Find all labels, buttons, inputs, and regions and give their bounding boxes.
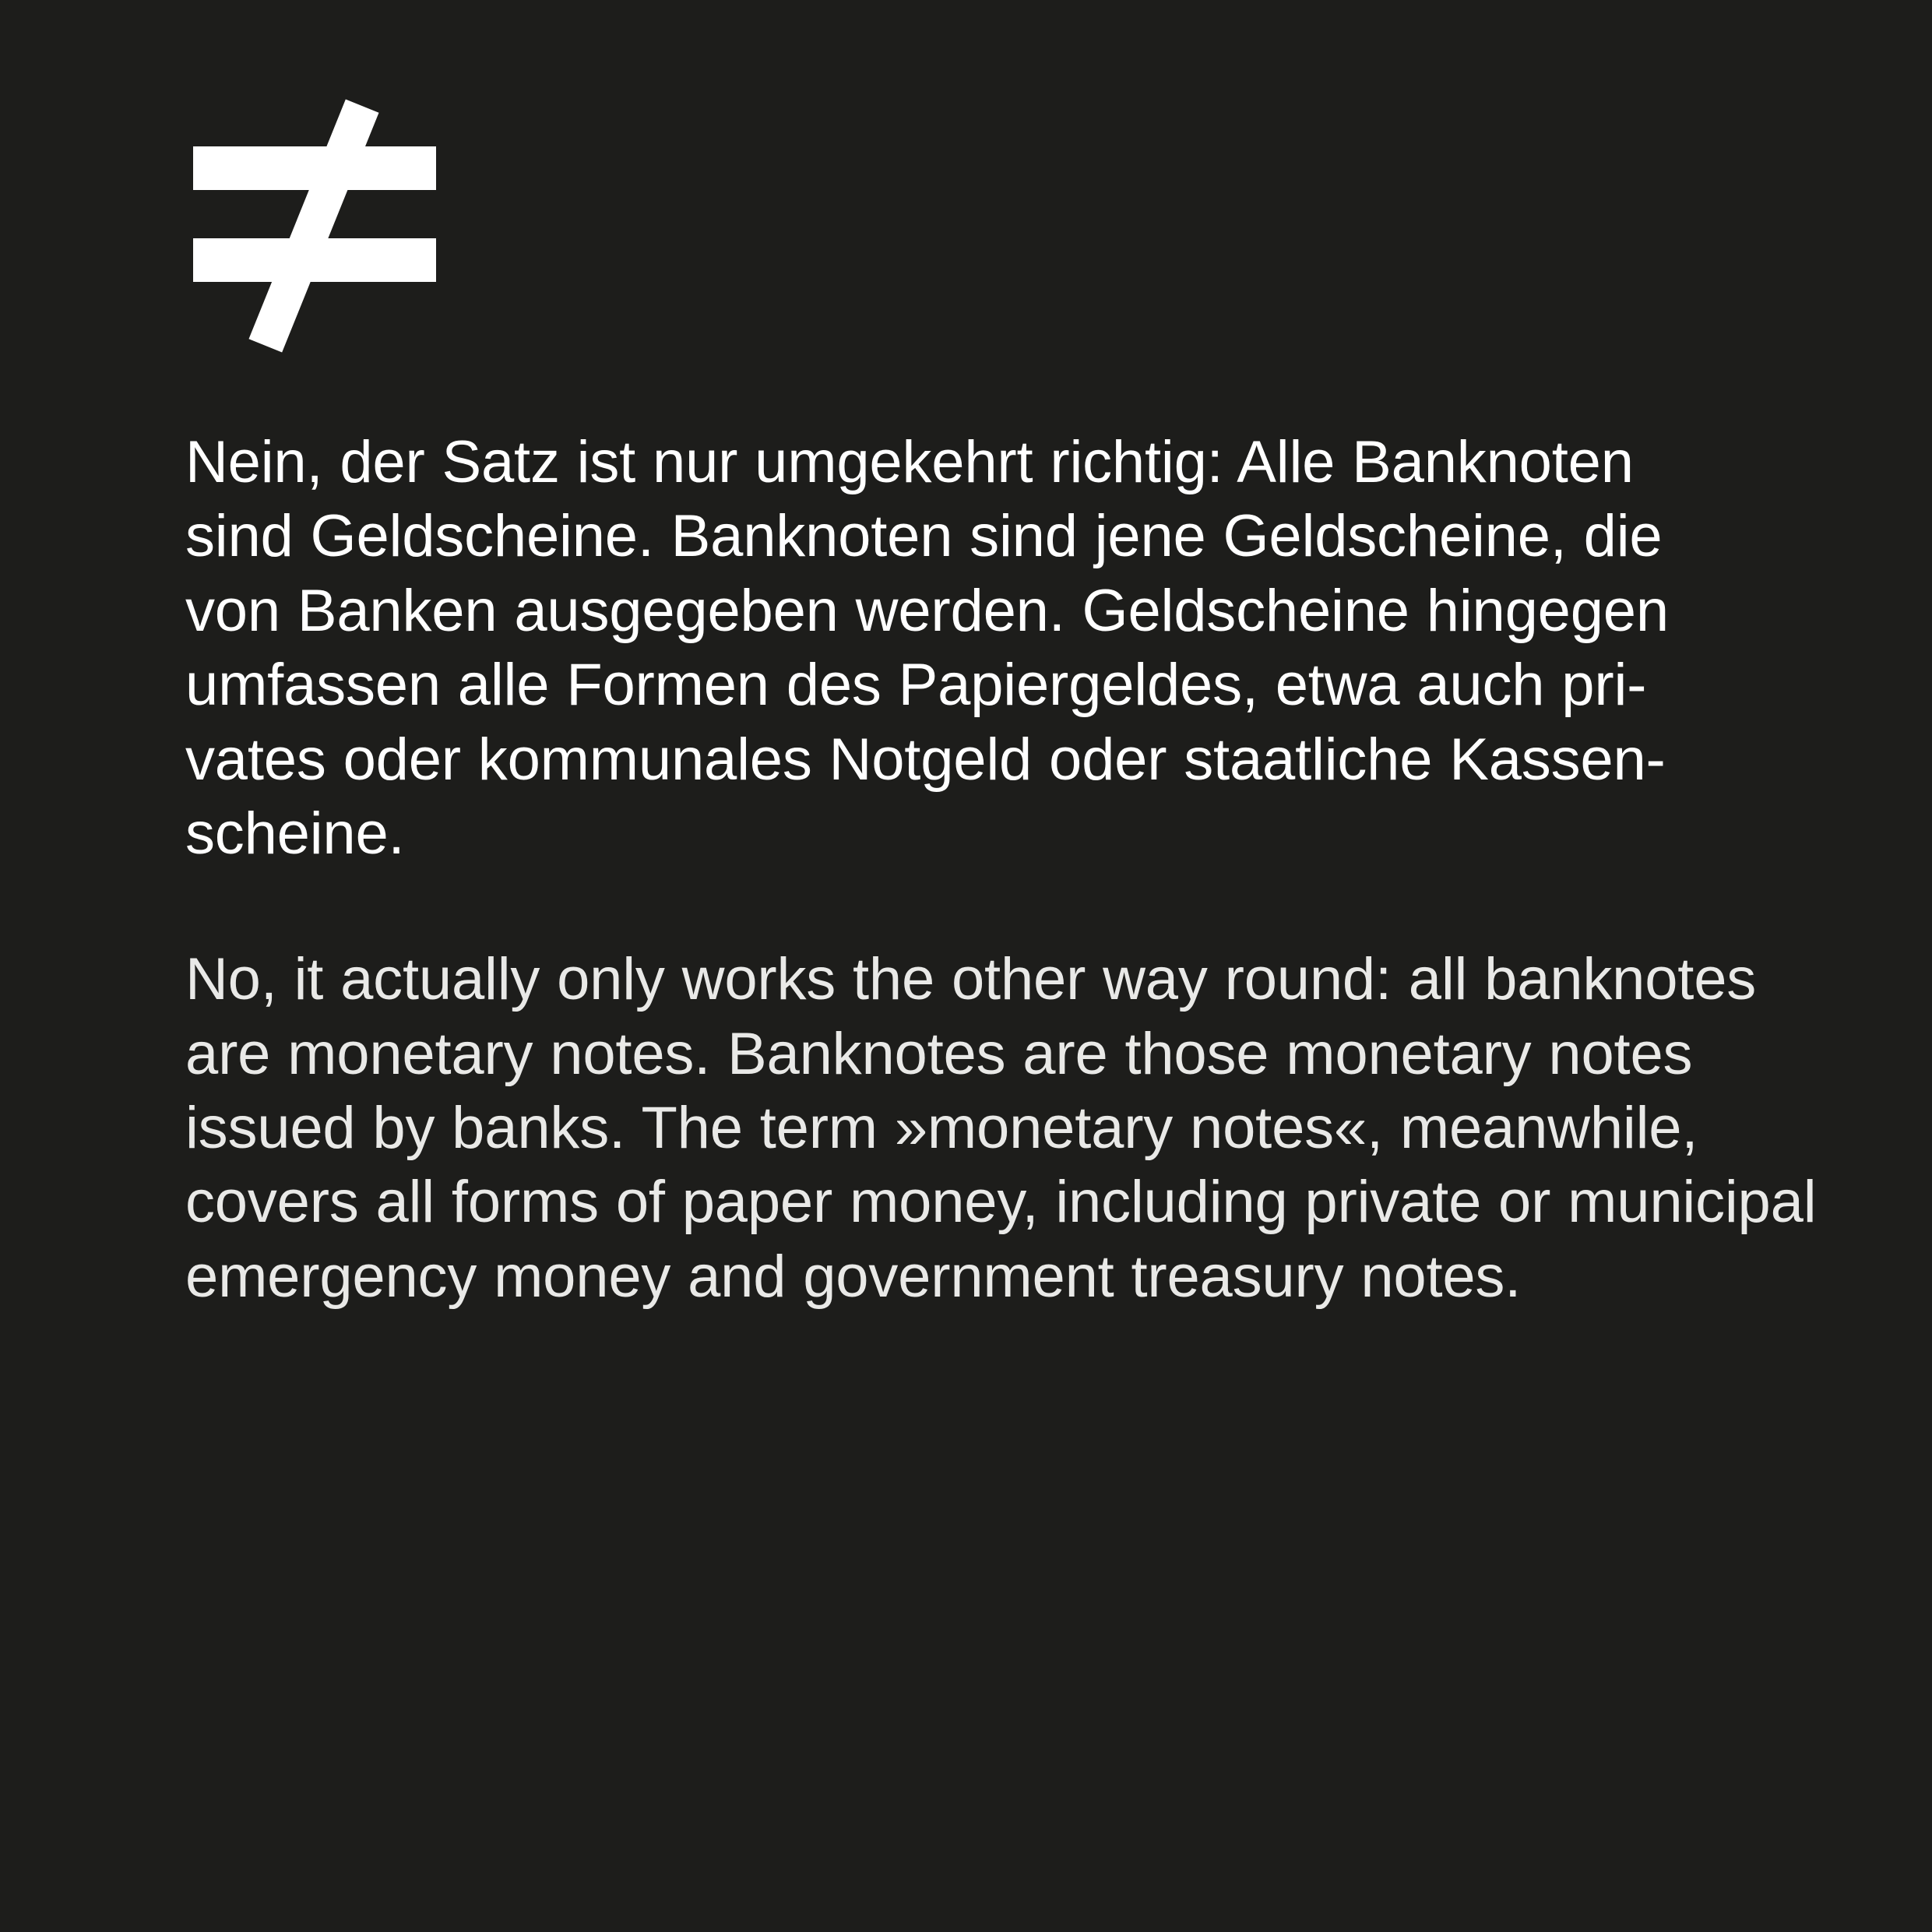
german-paragraph — [185, 425, 1719, 871]
english-line: issued by banks. The term »monetary notes«, meanwhile, — [185, 1095, 1698, 1161]
english-line: are monetary notes. Banknotes are those monetary notes — [185, 1020, 1693, 1087]
not-equal-icon-slash — [248, 99, 378, 352]
not-equal-icon — [185, 86, 442, 358]
english-line: covers all forms of paper money, including private or municipal — [185, 1169, 1817, 1236]
german-line: vates oder kommunales Notgeld oder staatliche Kassen- — [185, 726, 1666, 793]
german-line: scheine. — [185, 800, 405, 867]
german-line: sind Geldscheine. Banknoten sind jene Geldscheine, die — [185, 503, 1663, 570]
german-line: umfassen alle Formen des Papiergeldes, etwa auch pri- — [185, 652, 1647, 719]
english-line: emergency money and government treasury notes. — [185, 1243, 1522, 1310]
english-paragraph — [185, 942, 1817, 1314]
german-line: Nein, der Satz ist nur umgekehrt richtig: Alle Banknoten — [185, 429, 1634, 495]
english-line: No, it actually only works the other way round: all banknotes — [185, 946, 1757, 1013]
german-line: von Banken ausgegeben werden. Geldscheine hingegen — [185, 577, 1669, 644]
content-column — [185, 86, 1817, 1314]
